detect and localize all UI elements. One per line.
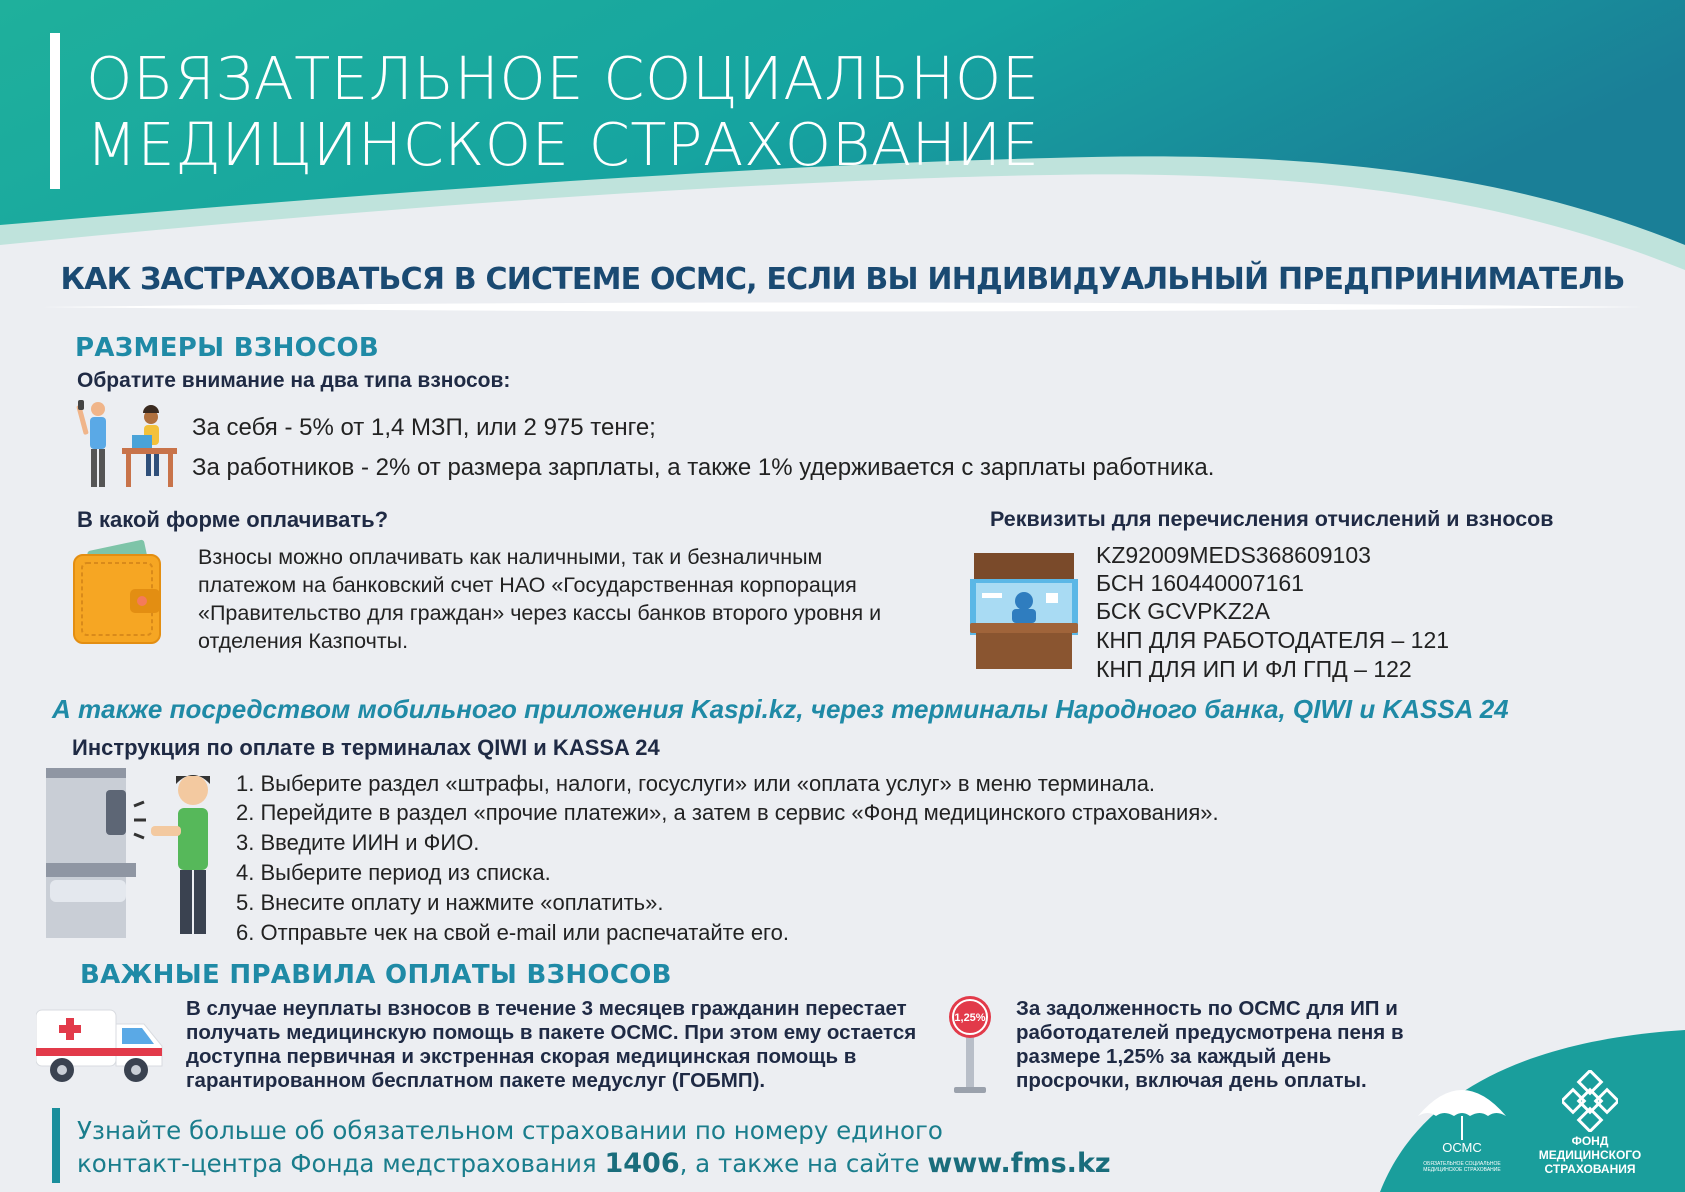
instruction-step-5: 5. Внесите оплату и нажмите «оплатить». — [236, 890, 664, 915]
footer-contact — [77, 1114, 1111, 1180]
osms-logo-text: ОСМС — [1442, 1140, 1482, 1155]
penalty-sign-label: 1,25% — [954, 1012, 986, 1024]
alternative-payment-note: А также посредством мобильного приложения Kaspi.kz, через терминалы Народного банка, QIWI и KASSA 24 — [52, 694, 1509, 724]
contributions-note: Обратите внимание на два типа взносов: — [77, 369, 511, 392]
requisite-iban: KZ92009MEDS368609103 — [1096, 542, 1371, 568]
payment-terminal-icon — [46, 768, 226, 938]
bank-counter-icon — [970, 553, 1078, 669]
subtitle-underline — [40, 300, 1645, 314]
header-banner — [0, 0, 1685, 300]
rule-nonpayment: В случае неуплаты взносов в течение 3 месяцев гражданин перестает получать медицинскую помощь в пакете ОСМС. При этом ему остается доступна первичная и экстренная скорая медицинская помощь в гарантированном бесплатном пакете медуслуг (ГОБМП). — [186, 997, 917, 1092]
title-accent-bar — [50, 33, 60, 189]
instruction-step-4: 4. Выберите период из списка. — [236, 860, 551, 885]
contributions-heading: РАЗМЕРЫ ВЗНОСОВ — [75, 333, 379, 363]
requisite-knp-ip: КНП ДЛЯ ИП И ФЛ ГПД – 122 — [1096, 656, 1412, 682]
fund-snowflake-logo — [1562, 1070, 1618, 1132]
people-working-icon — [70, 395, 180, 490]
instruction-step-6: 6. Отправьте чек на свой e-mail или распечатайте его. — [236, 920, 789, 945]
requisite-bin: БСН 160440007161 — [1096, 570, 1304, 596]
penalty-sign-icon — [946, 995, 994, 1095]
instruction-step-3: 3. Введите ИИН и ФИО. — [236, 830, 480, 855]
fund-logo-caption — [1535, 1134, 1645, 1176]
page-subtitle: КАК ЗАСТРАХОВАТЬСЯ В СИСТЕМЕ ОСМС, ЕСЛИ ВЫ ИНДИВИДУАЛЬНЫЙ ПРЕДПРИНИМАТЕЛЬ — [60, 262, 1625, 297]
instruction-step-1: 1. Выберите раздел «штрафы, налоги, госуслуги» или «оплата услуг» в меню терминала. — [236, 771, 1156, 796]
footer-line-2-mid: , а также на сайте — [679, 1149, 928, 1178]
payment-form-heading: В какой форме оплачивать? — [77, 507, 389, 532]
title-line-1: ОБЯЗАТЕЛЬНОЕ СОЦИАЛЬНОЕ — [86, 44, 1040, 113]
rule-penalty: За задолженность по ОСМС для ИП и работодателей предусмотрена пеня в размере 1,25% за каждый день просрочки, включая день оплаты. — [1016, 997, 1404, 1092]
fund-logo-line-2: МЕДИЦИНСКОГО — [1538, 1148, 1642, 1162]
payment-form-text: Взносы можно оплачивать как наличными, так и безналичным платежом на банковский счет НАО «Государственная корпорация «Правительство для граждан» через кассы банков второго уровня и отделения Казпочты. — [198, 545, 882, 653]
requisite-knp-employer: КНП ДЛЯ РАБОТОДАТЕЛЯ – 121 — [1096, 627, 1450, 653]
requisites-heading: Реквизиты для перечисления отчислений и взносов — [990, 507, 1554, 531]
fund-logo-line-1: ФОНД — [1571, 1134, 1609, 1148]
page-title — [86, 46, 1040, 178]
instruction-step-2: 2. Перейдите в раздел «прочие платежи», а затем в сервис «Фонд медицинского страхования». — [236, 800, 1219, 825]
osms-umbrella-logo — [1412, 1070, 1512, 1165]
fund-logo-line-3: СТРАХОВАНИЯ — [1544, 1162, 1636, 1176]
requisite-bik: БСК GCVPKZ2A — [1096, 598, 1270, 624]
footer-line-2 — [77, 1147, 1111, 1180]
title-line-2: МЕДИЦИНСКОЕ СТРАХОВАНИЕ — [86, 110, 1040, 179]
contact-phone[interactable]: 1406 — [604, 1148, 680, 1179]
website-link[interactable]: www.fms.kz — [927, 1148, 1111, 1179]
contribution-employees: За работников - 2% от размера зарплаты, а также 1% удерживается с зарплаты работника. — [192, 454, 1215, 481]
instructions-heading: Инструкция по оплате в терминалах QIWI и KASSA 24 — [72, 735, 660, 760]
rules-heading: ВАЖНЫЕ ПРАВИЛА ОПЛАТЫ ВЗНОСОВ — [80, 960, 672, 990]
wallet-icon — [72, 537, 162, 647]
footer-line-2-prefix: контакт-центра Фонда медстрахования — [77, 1149, 605, 1178]
contribution-self: За себя - 5% от 1,4 МЗП, или 2 975 тенге; — [192, 414, 656, 441]
footer-line-1: Узнайте больше об обязательном страховании по номеру единого — [77, 1116, 943, 1145]
ambulance-icon — [36, 1004, 166, 1086]
footer-accent-bar — [52, 1108, 60, 1183]
osms-logo-caption: ОБЯЗАТЕЛЬНОЕ СОЦИАЛЬНОЕ МЕДИЦИНСКОЕ СТРАХОВАНИЕ — [1423, 1161, 1501, 1173]
